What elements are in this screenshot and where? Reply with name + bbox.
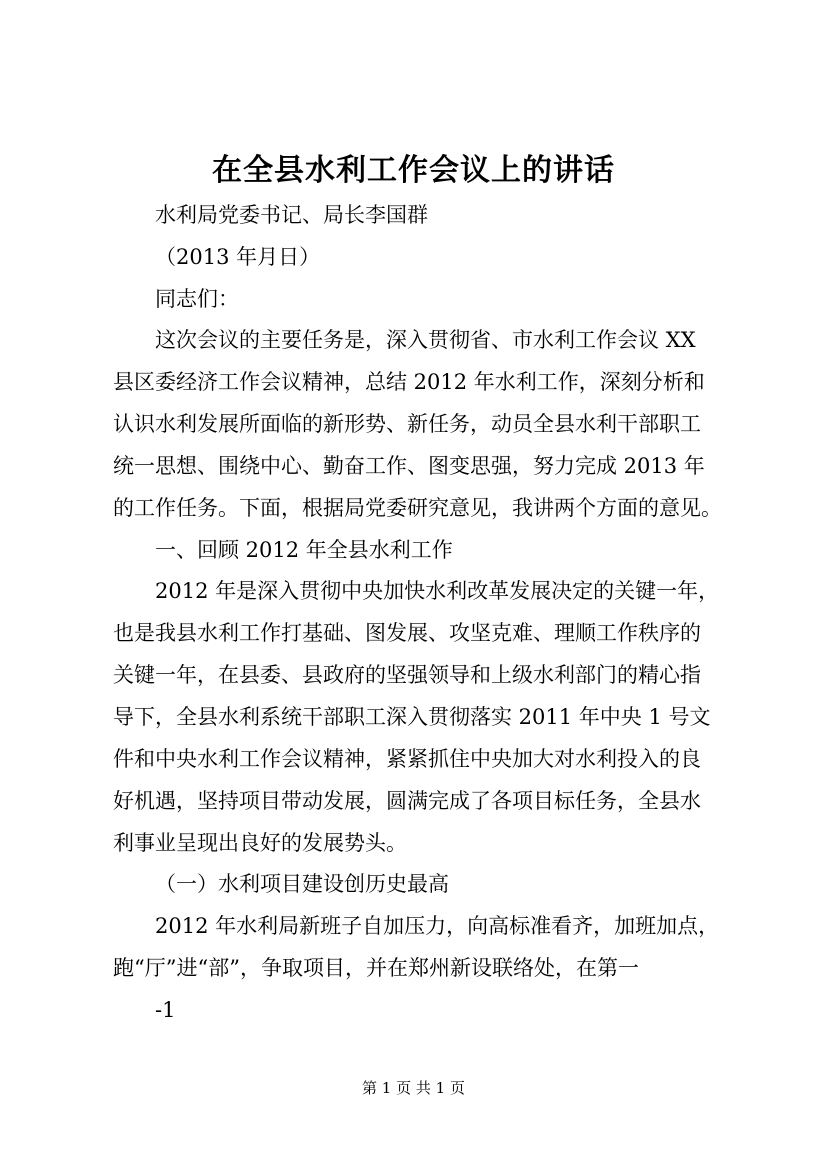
paragraph-line: 利事业呈现出良好的发展势头。 — [113, 831, 407, 855]
page-mark: -1 — [155, 998, 176, 1022]
paragraph-line: 统一思想、围绕中心、勤奋工作、图变思强，努力完成 2013 年 — [113, 454, 705, 478]
paragraph-line: 这次会议的主要任务是，深入贯彻省、市水利工作会议 XX — [155, 328, 696, 352]
salutation: 同志们： — [155, 287, 239, 311]
author-line: 水利局党委书记、局长李国群 — [155, 203, 428, 227]
paragraph-line: 跑“厅”进“部”，争取项目，并在郑州新设联络处，在第一 — [113, 956, 639, 980]
paragraph-line: 2012 年是深入贯彻中央加快水利改革发展决定的关键一年， — [155, 579, 720, 603]
section-heading: 一、回顾 2012 年全县水利工作 — [155, 538, 453, 562]
paragraph-line: 也是我县水利工作打基础、图发展、攻坚克难、理顺工作秩序的 — [113, 621, 701, 645]
paragraph-line: 关键一年，在县委、县政府的坚强领导和上级水利部门的精心指 — [113, 663, 701, 687]
paragraph-line: 2012 年水利局新班子自加压力，向高标准看齐，加班加点， — [155, 914, 720, 938]
paragraph-line: 件和中央水利工作会议精神，紧紧抓住中央加大对水利投入的良 — [113, 747, 701, 771]
paragraph-line: 认识水利发展所面临的新形势、新任务，动员全县水利干部职工 — [113, 412, 701, 436]
document-title: 在全县水利工作会议上的讲话 — [212, 153, 615, 188]
paragraph-line: 县区委经济工作会议精神，总结 2012 年水利工作，深刻分析和 — [113, 370, 705, 394]
paragraph-line: 好机遇，坚持项目带动发展，圆满完成了各项目标任务，全县水 — [113, 789, 701, 813]
paragraph-line: 的工作任务。下面，根据局党委研究意见，我讲两个方面的意见。 — [113, 496, 722, 520]
page-footer: 第 1 页 共 1 页 — [362, 1079, 465, 1097]
subsection-heading: （一）水利项目建设创历史最高 — [155, 872, 449, 896]
date-line: （2013 年月日） — [155, 245, 321, 269]
paragraph-line: 导下，全县水利系统干部职工深入贯彻落实 2011 年中央 1 号文 — [113, 705, 711, 729]
